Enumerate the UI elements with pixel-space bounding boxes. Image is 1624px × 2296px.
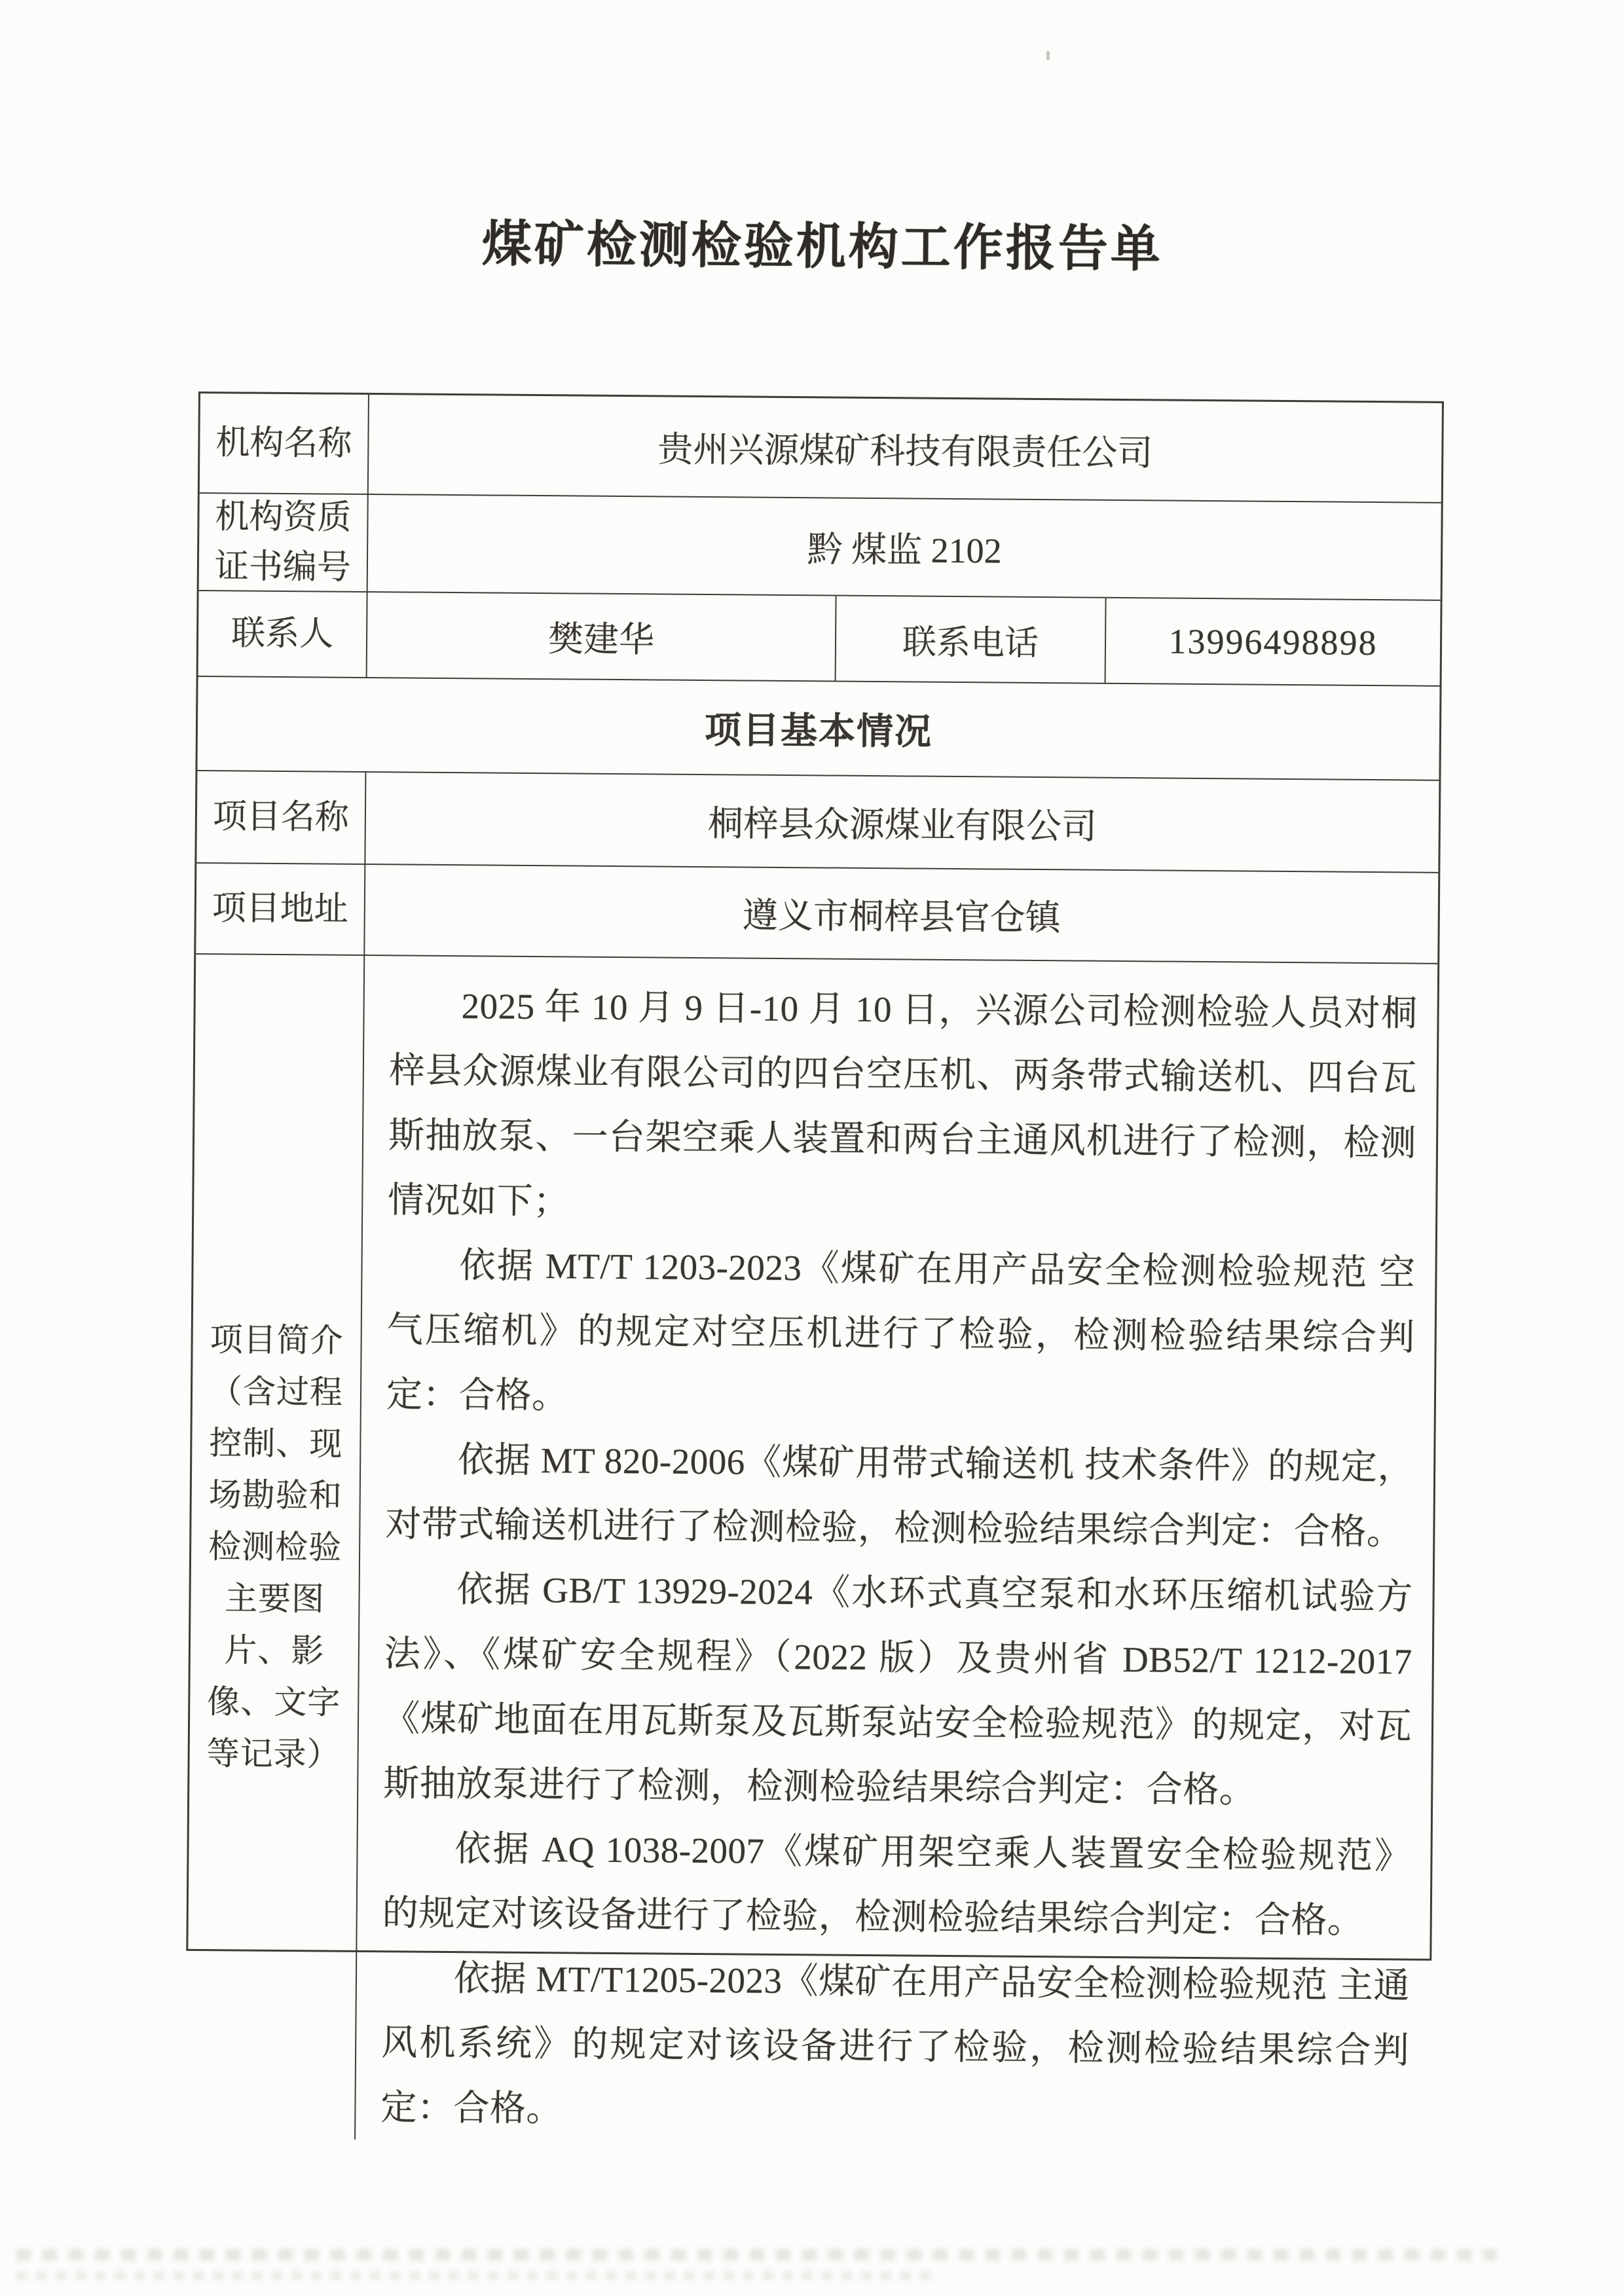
- phone-label: 联系电话: [836, 596, 1107, 683]
- table-row-section-header: [197, 677, 1439, 781]
- summary-paragraph: 依据 MT/T1205-2023《煤矿在用产品安全检测检验规范 主通风机系统》的规定对该设备进行了检验，检测检验结果综合判定：合格。: [380, 1958, 1411, 2129]
- phone-value: 13996498898: [1168, 621, 1378, 663]
- summary-paragraph: 依据 GB/T 13929-2024《水环式真空泵和水环压缩机试验方法》、《煤矿安全规程》（2022 版）及贵州省 DB52/T 1212-2017《煤矿地面在用瓦斯泵及瓦斯泵站安全检验规范》的规定，对瓦斯抽放泵进行了检测，检测检验结果综合判定：合格。: [383, 1569, 1413, 1810]
- contact-label: 联系人: [198, 591, 368, 677]
- table-row-contact: [198, 591, 1441, 687]
- table-row-project-name: [196, 771, 1439, 873]
- project-name-value: 桐梓县众源煤业有限公司: [707, 804, 1098, 847]
- contact-value: 樊建华: [367, 592, 837, 681]
- page-title: 煤矿检测检验机构工作报告单: [481, 217, 1164, 278]
- scan-ghost-artifact: [16, 2245, 1496, 2291]
- summary-paragraph: 依据 MT/T 1203-2023《煤矿在用产品安全检测检验规范 空气压缩机》的规定对空压机进行了检验，检测检验结果综合判定：合格。: [386, 1245, 1416, 1416]
- summary-paragraph: 依据 AQ 1038-2007《煤矿用架空乘人装置安全检验规范》的规定对该设备进行了检验，检测检验结果综合判定：合格。: [382, 1829, 1411, 1941]
- table-row-org-name: [200, 393, 1442, 503]
- scan-speck: [1046, 51, 1050, 60]
- cert-number-value: 黔 煤监 2102: [807, 530, 1002, 571]
- org-name-value: 贵州兴源煤矿科技有限责任公司: [657, 429, 1153, 473]
- project-address-value: 遵义市桐梓县官仓镇: [742, 896, 1061, 938]
- report-table: [186, 392, 1444, 2129]
- table-row-cert-number: [199, 494, 1441, 601]
- project-name-label: 项目名称: [196, 771, 366, 864]
- section-header: 项目基本情况: [704, 710, 933, 753]
- table-row-project-summary: [187, 955, 1437, 2148]
- project-summary-text: [356, 956, 1437, 2148]
- project-address-label: 项目地址: [196, 864, 365, 955]
- summary-paragraph: 依据 MT 820-2006《煤矿用带式输送机 技术条件》的规定，对带式输送机进行了检测检验，检测检验结果综合判定：合格。: [385, 1440, 1414, 1552]
- cert-number-label: 机构资质证书编号: [199, 494, 369, 591]
- project-summary-label: 项目简介（含过程控制、现场勘验和检测检验主要图片、影像、文字等记录）: [187, 955, 365, 2140]
- summary-paragraph: 2025 年 10 月 9 日-10 月 10 日，兴源公司检测检验人员对桐梓县众源煤业有限公司的四台空压机、两条带式输送机、四台瓦斯抽放泵、一台架空乘人装置和两台主通风机进行了检测，检测情况如下；: [388, 986, 1418, 1222]
- table-row-project-address: [196, 864, 1438, 964]
- org-name-label: 机构名称: [200, 393, 369, 494]
